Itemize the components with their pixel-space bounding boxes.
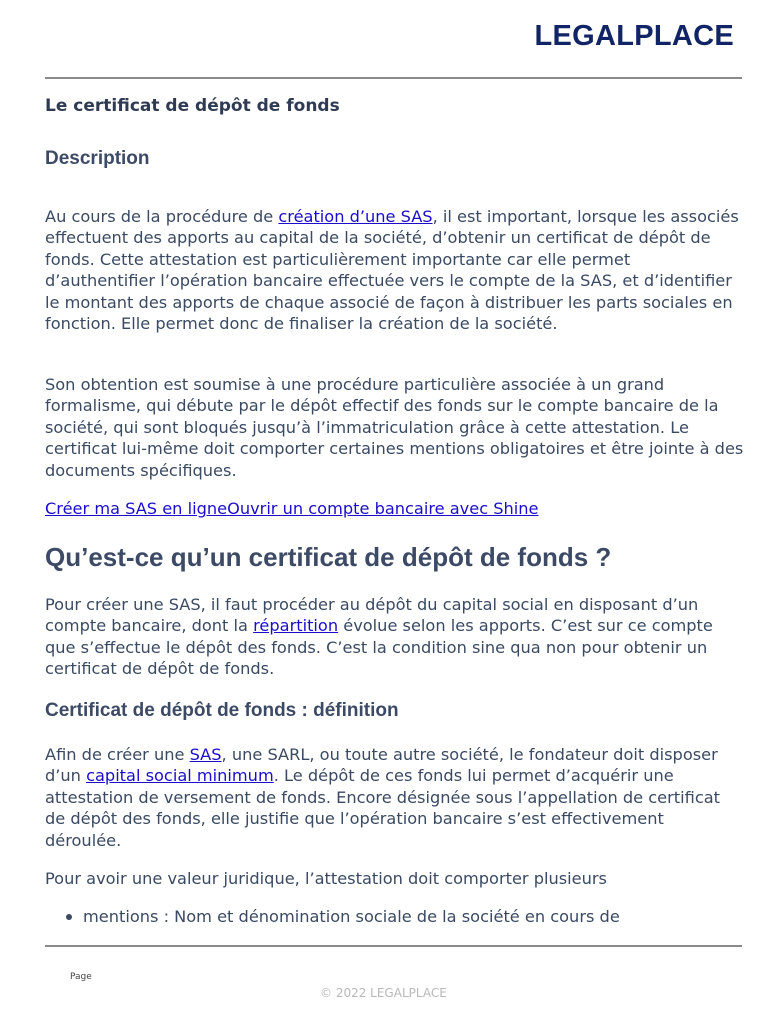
repartition-link[interactable]: répartition [253,616,339,636]
sas-link[interactable]: SAS [189,745,222,764]
legal-value-paragraph: Pour avoir une valeur juridique, l’attestation doit comporter plusieurs [45,869,607,888]
subsection-heading: Certificat de dépôt de fonds : définition [45,700,399,721]
intro-text-after: , il est important, lorsque les associés effectuent des apports au capital de la société, d’obtenir un certificat de dépôt de fonds. Cette attestation est particulièrement importante car elle permet d’authentifier l’opération bancaire effectuée vers le compte de la SAS, et d’identifier le montant des apports de chaque associé de façon à distribuer les parts sociales en fonction. Elle permet donc de finaliser la création de la société. [45,207,739,334]
p3-text-before: Pour créer une SAS, il faut procéder au dépôt du capital social en disposant d’un compte bancaire, dont la [45,595,699,636]
footer-divider [45,945,742,947]
description-heading: Description [45,148,150,169]
page-header [0,0,768,80]
page-number-label: Page [70,972,92,982]
document-body [45,94,745,926]
capital-social-minimum-link[interactable]: capital social minimum [86,766,274,786]
header-divider [45,77,742,79]
p3-text-after: évolue selon les apports. C’est sur ce compte que s’effectue le dépôt des fonds. C’est la condition sine qua non pour obtenir un certificat de dépôt de fonds. [45,616,713,679]
creation-sas-link[interactable]: création d’une SAS [278,207,433,226]
copyright-text: © 2022 LEGALPLACE [320,986,447,1000]
p4-text-after: . Le dépôt de ces fonds lui permet d’acquérir une attestation de versement de fonds. Encore désignée sous l’appellation de certificat de dépôt des fonds, elle justifie que l’opération bancaire s’est effectivement déroulée. [45,766,720,850]
legalplace-logo[interactable]: LEGALPLACE [534,20,734,52]
section-heading: Qu’est-ce qu’un certificat de dépôt de fonds ? [45,542,612,572]
procedure-paragraph: Son obtention est soumise à une procédure particulière associée à un grand formalisme, qui débute par le dépôt effectif des fonds sur le compte bancaire de la société, qui sont bloqués jusqu’à l’immatriculation grâce à cette attestation. Le certificat lui-même doit comporter certaines mentions obligatoires et être jointe à des documents spécifiques. [45,375,744,480]
list-item-text: mentions : Nom et dénomination sociale de la société en cours de [83,907,620,926]
document-title: Le certificat de dépôt de fonds [45,96,340,116]
definition-paragraph [45,744,745,851]
intro-paragraph [45,206,745,334]
cta-links [45,498,745,519]
intro-text-before: Au cours de la procédure de [45,207,279,226]
bullet-dot-icon [66,914,72,920]
p4-text-middle: , une SARL, ou toute autre société, le fondateur doit disposer d’un [45,745,718,786]
open-shine-account-link[interactable]: Ouvrir un compte bancaire avec Shine [227,499,539,518]
p4-text-before: Afin de créer une [45,745,190,764]
create-sas-online-link[interactable]: Créer ma SAS en ligne [45,499,228,518]
definition-intro-paragraph [45,594,745,680]
